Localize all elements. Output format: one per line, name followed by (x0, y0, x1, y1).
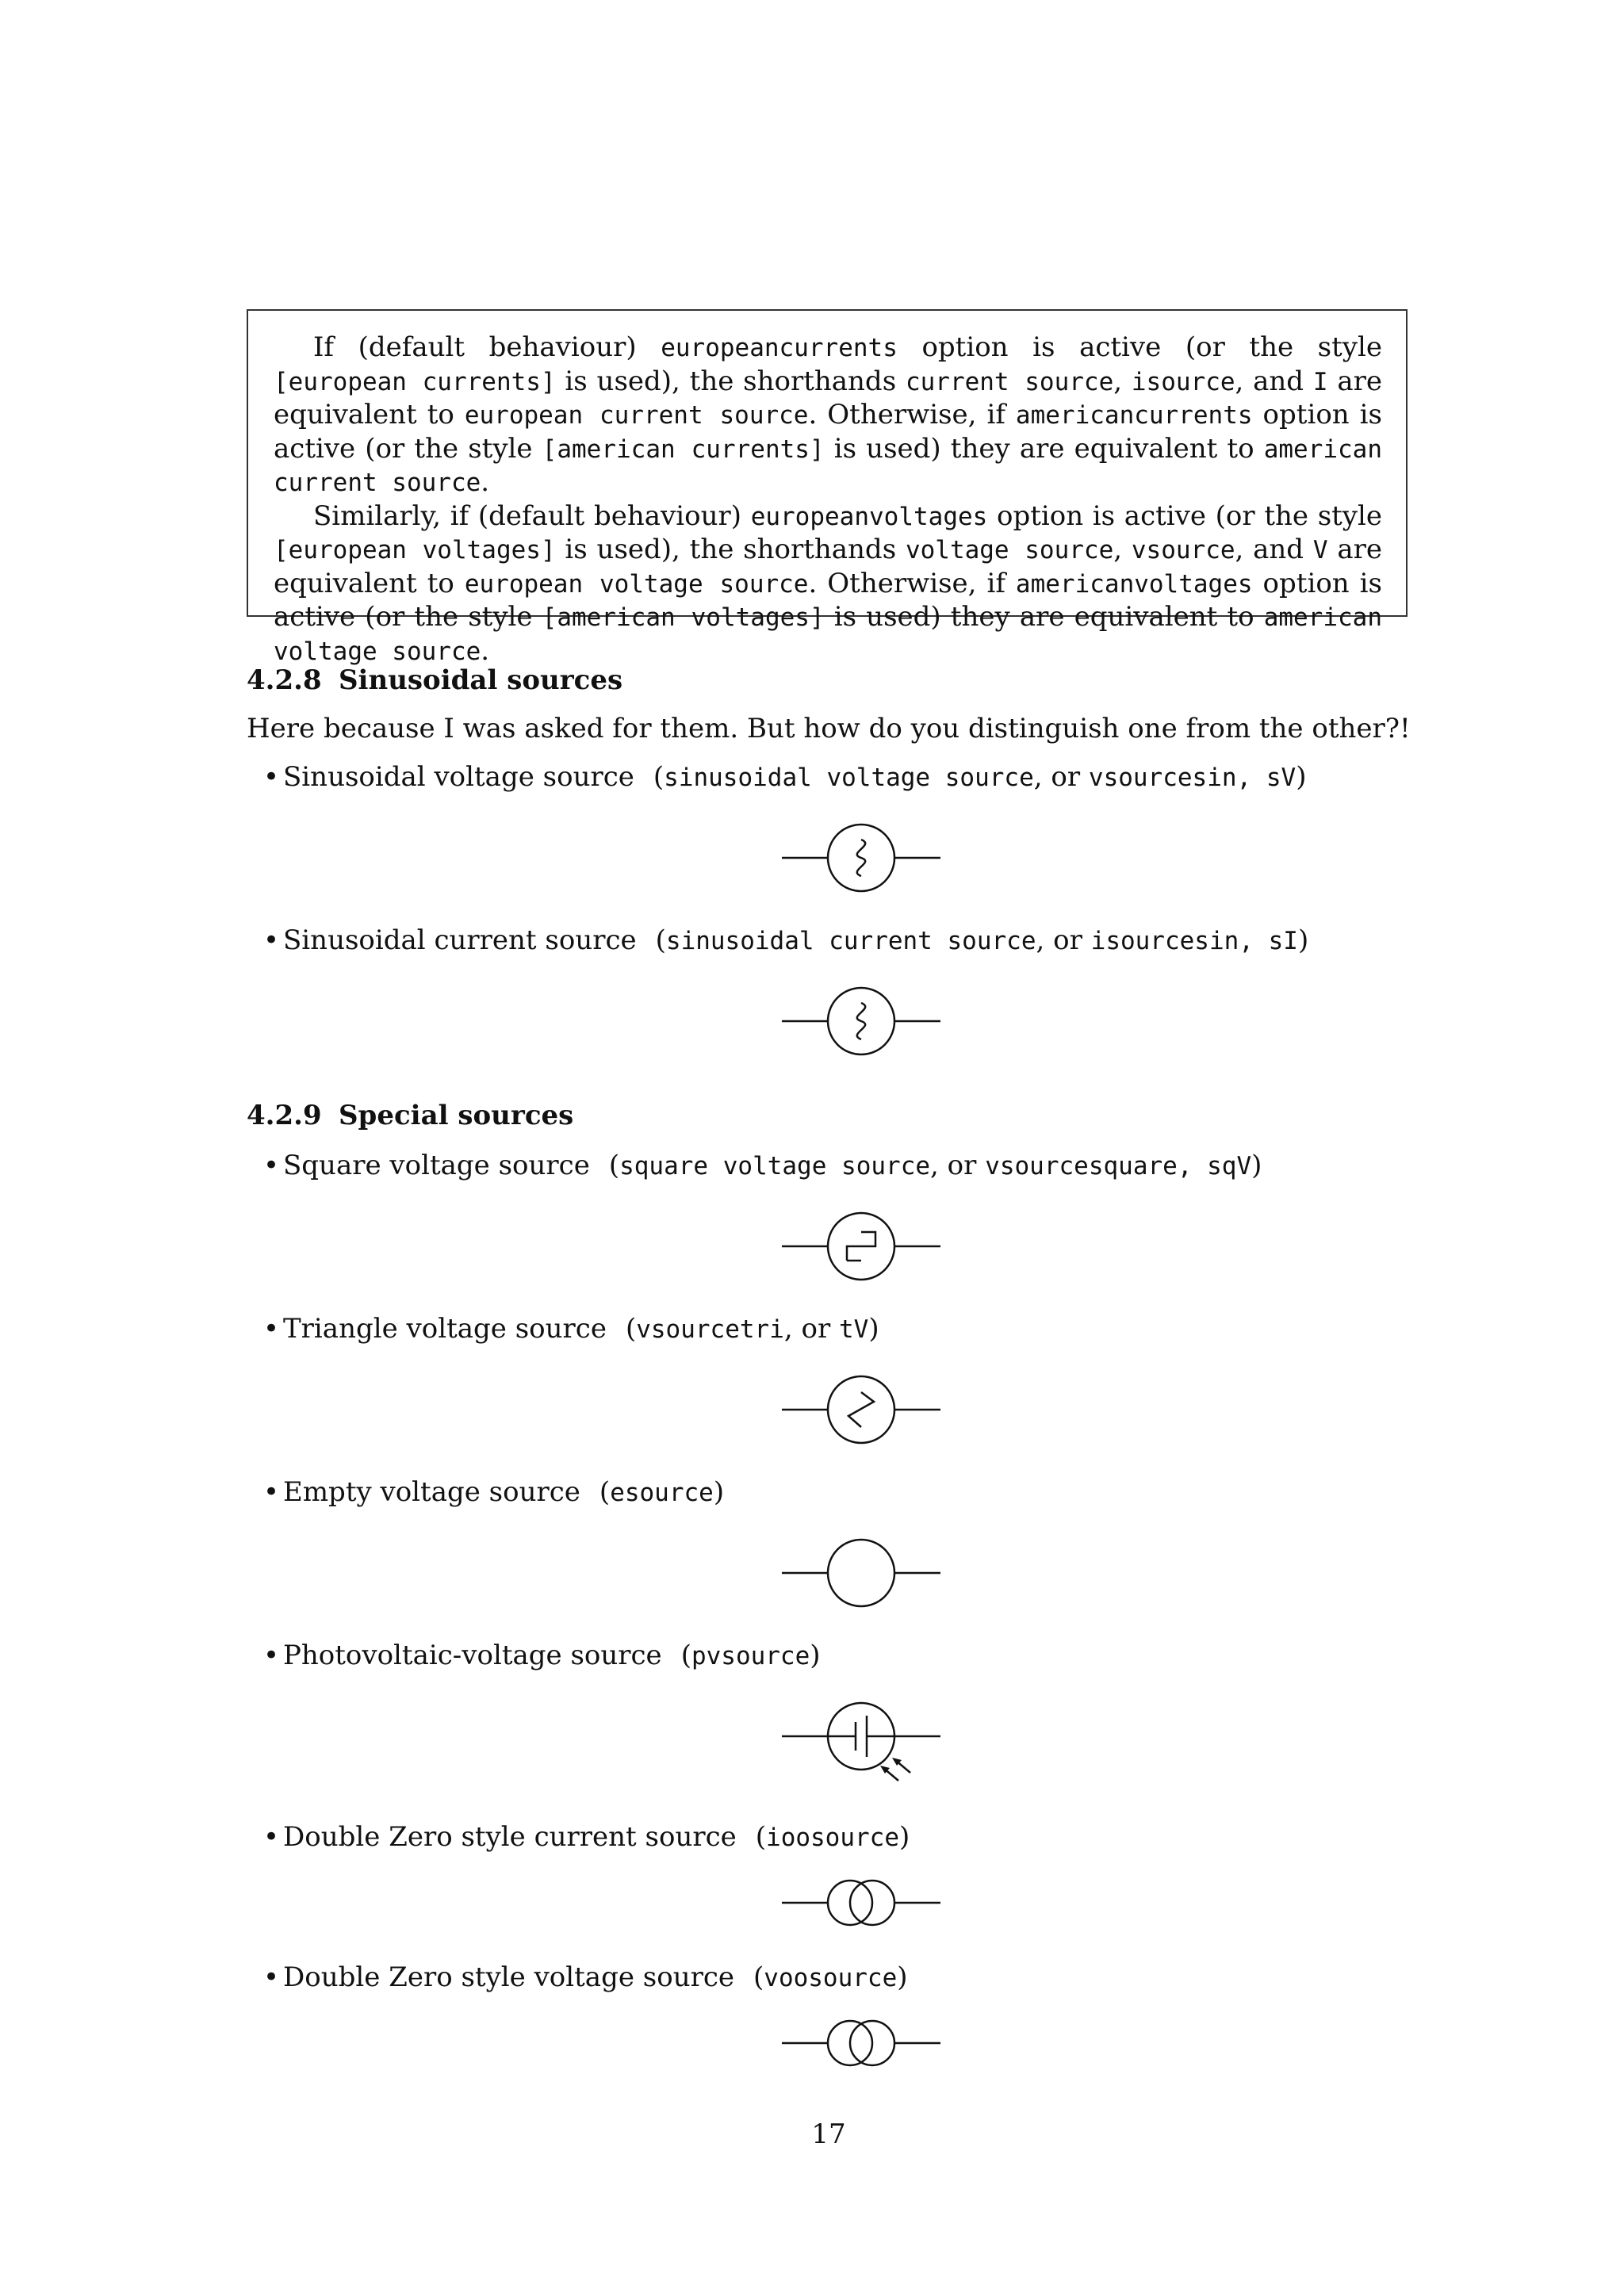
text-run: is used), the shorthands (555, 365, 906, 397)
section-heading-4-2-8 (247, 664, 622, 696)
item-code-alias: vsourcesquare, sqV (985, 1152, 1252, 1181)
item-label: Double Zero style current source (283, 1821, 737, 1853)
page-number: 17 (811, 2118, 846, 2150)
photovoltaic-source-icon (782, 1697, 940, 1776)
note-paragraph-2 (274, 500, 1382, 669)
inline-code: isource (1131, 367, 1235, 396)
inline-code: americanvoltages (1015, 569, 1253, 599)
paren-open: ( (755, 1821, 767, 1853)
text-run: option is active (or the style (274, 567, 1383, 633)
item-code: pvsource (691, 1642, 810, 1670)
list-item (263, 761, 1307, 793)
intro-paragraph: Here because I was asked for them. But how do you distinguish one from the other?! (247, 713, 1411, 744)
item-label: Sinusoidal current source (283, 924, 637, 956)
inline-code: american voltage source (274, 603, 1382, 666)
text-run: option is active (or the style (987, 499, 1383, 532)
double-zero-source-icon (782, 2003, 940, 2083)
bullet: • (263, 1961, 280, 1993)
inline-code: american current source (274, 434, 1382, 497)
section-number: 4.2.9 (247, 1100, 322, 1131)
bullet: • (263, 924, 280, 956)
list-item (263, 1821, 910, 1853)
item-code-alias: tV (839, 1315, 869, 1344)
paren-open: ( (625, 1313, 637, 1345)
text-run: is used), the shorthands (555, 534, 906, 565)
paren-open: ( (608, 1150, 620, 1181)
paren-open: ( (655, 924, 666, 956)
bullet: • (263, 1640, 280, 1671)
text-run: option is active (or the style (274, 399, 1383, 465)
paren-open: ( (653, 761, 665, 793)
item-label: Triangle voltage source (283, 1313, 607, 1345)
item-label: Sinusoidal voltage source (283, 761, 634, 793)
item-code: esource (610, 1479, 714, 1507)
item-separator: , or (783, 1313, 840, 1345)
item-code: square voltage source (619, 1152, 931, 1181)
item-code-alias: isourcesin, sI (1090, 927, 1298, 955)
item-code: voosource (764, 1964, 898, 1992)
item-separator: , or (930, 1150, 986, 1181)
list-item (263, 1150, 1262, 1181)
paren-close: ) (868, 1313, 879, 1345)
item-label: Photovoltaic-voltage source (283, 1640, 662, 1671)
item-code: sinusoidal voltage source (664, 763, 1034, 792)
empty-source-icon (782, 1533, 940, 1613)
paren-close: ) (899, 1821, 910, 1853)
sine-wave-source-icon (782, 818, 940, 897)
inline-code: I (1312, 367, 1328, 396)
item-code: vsourcetri (636, 1315, 784, 1344)
bullet: • (263, 1821, 280, 1853)
section-title: Sinusoidal sources (339, 664, 623, 696)
text-run: , (1113, 534, 1132, 565)
text-run: . Otherwise, if (808, 567, 1016, 599)
paren-close: ) (1297, 924, 1309, 956)
bullet: • (263, 1313, 280, 1345)
paren-close: ) (1251, 1150, 1262, 1181)
text-run: option is active (or the style (897, 331, 1382, 363)
inline-code: vsource (1131, 536, 1235, 564)
paren-close: ) (810, 1640, 821, 1671)
text-run: , and (1235, 365, 1313, 397)
paren-close: ) (897, 1961, 908, 1993)
sine-wave-source-icon (782, 982, 940, 1061)
inline-code: [american currents] (542, 434, 825, 464)
list-item (263, 924, 1309, 956)
item-label: Empty voltage source (283, 1476, 580, 1508)
inline-code: [american voltages] (542, 603, 825, 632)
section-heading-4-2-9 (247, 1100, 573, 1131)
item-code-alias: vsourcesin, sV (1088, 763, 1297, 792)
item-label: Double Zero style voltage source (283, 1961, 735, 1993)
inline-code: [european currents] (274, 367, 556, 396)
list-item (263, 1313, 879, 1345)
paren-open: ( (753, 1961, 764, 1993)
text-run: , (1113, 365, 1132, 397)
inline-code: europeancurrents (661, 334, 898, 362)
square-wave-source-icon (782, 1207, 940, 1286)
section-number: 4.2.8 (247, 664, 322, 696)
inline-code: current source (905, 367, 1114, 396)
paren-open: ( (599, 1476, 611, 1508)
double-zero-source-icon (782, 1863, 940, 1942)
bullet: • (263, 761, 280, 793)
list-item (263, 1640, 821, 1671)
inline-code: europeanvoltages (750, 502, 988, 531)
text-run: . (481, 634, 490, 667)
note-box (247, 309, 1408, 667)
item-separator: , or (1033, 761, 1089, 793)
inline-code: [european voltages] (274, 536, 556, 564)
bullet: • (263, 1150, 280, 1181)
text-run: are equivalent to (274, 365, 1383, 430)
paren-close: ) (1296, 761, 1307, 793)
inline-code: americancurrents (1015, 401, 1253, 430)
bullet: • (263, 1476, 280, 1508)
text-run: , and (1235, 534, 1313, 565)
paren-close: ) (713, 1476, 725, 1508)
list-item (263, 1961, 908, 1993)
item-code: sinusoidal current source (665, 927, 1036, 955)
item-code: ioosource (766, 1823, 900, 1852)
triangle-wave-source-icon (782, 1370, 940, 1449)
item-label: Square voltage source (283, 1150, 590, 1181)
inline-code: european voltage source (464, 569, 809, 599)
text-run: If (default behaviour) (313, 331, 661, 363)
text-run: . Otherwise, if (808, 399, 1016, 430)
section-title: Special sources (339, 1100, 574, 1131)
text-run: is used) they are equivalent to (824, 601, 1264, 633)
inline-code: V (1312, 536, 1328, 564)
text-run: is used) they are equivalent to (824, 432, 1264, 465)
text-run: . (481, 466, 490, 498)
text-run: are equivalent to (274, 534, 1383, 599)
note-paragraph-1 (274, 331, 1382, 500)
paren-open: ( (680, 1640, 691, 1671)
inline-code: european current source (464, 401, 809, 430)
list-item (263, 1476, 725, 1508)
item-separator: , or (1036, 924, 1091, 956)
inline-code: voltage source (905, 536, 1114, 564)
text-run: Similarly, if (default behaviour) (313, 499, 751, 532)
